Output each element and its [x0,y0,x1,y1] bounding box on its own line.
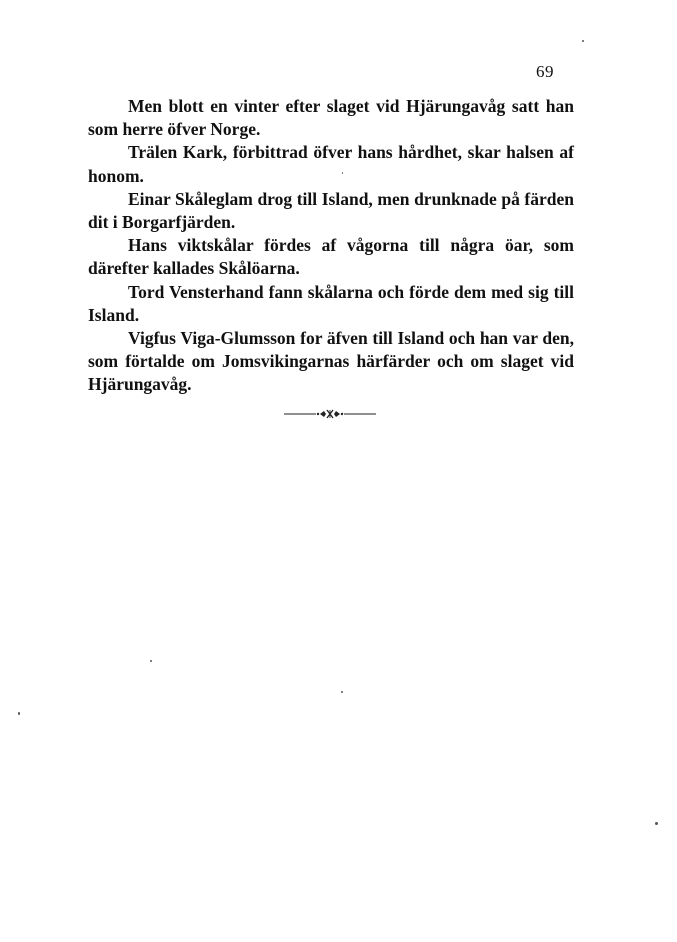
scan-speck [655,822,658,825]
scan-speck [18,712,20,715]
paragraph-1: Men blott en vinter efter slaget vid Hjärungavåg satt han som herre öfver Norge. [88,96,574,140]
scan-speck [150,660,152,662]
body-text [88,95,574,397]
paragraph-6: Vigfus Viga-Glumsson for äfven till Island och han var den, som förtalde om Jomsvikingarnas härfärder och om slaget vid Hjärungavåg. [88,328,574,395]
paragraph-3: Einar Skåleglam drog till Island, men drunknade på färden dit i Borgarfjärden. [88,188,574,233]
scan-speck [342,172,343,174]
paragraph-2: Trälen Kark, förbittrad öfver hans hårdhet, skar halsen af honom. [88,142,574,186]
paragraph-5: Tord Vensterhand fann skålarna och förde dem med sig till Island. [88,281,574,325]
scan-speck [582,40,584,42]
section-end-ornament [282,408,378,420]
scan-speck [341,691,343,693]
page-number: 69 [536,62,554,81]
paragraph-4: Hans viktskålar fördes af vågorna till några öar, som därefter kallades Skålöarna. [88,235,574,279]
